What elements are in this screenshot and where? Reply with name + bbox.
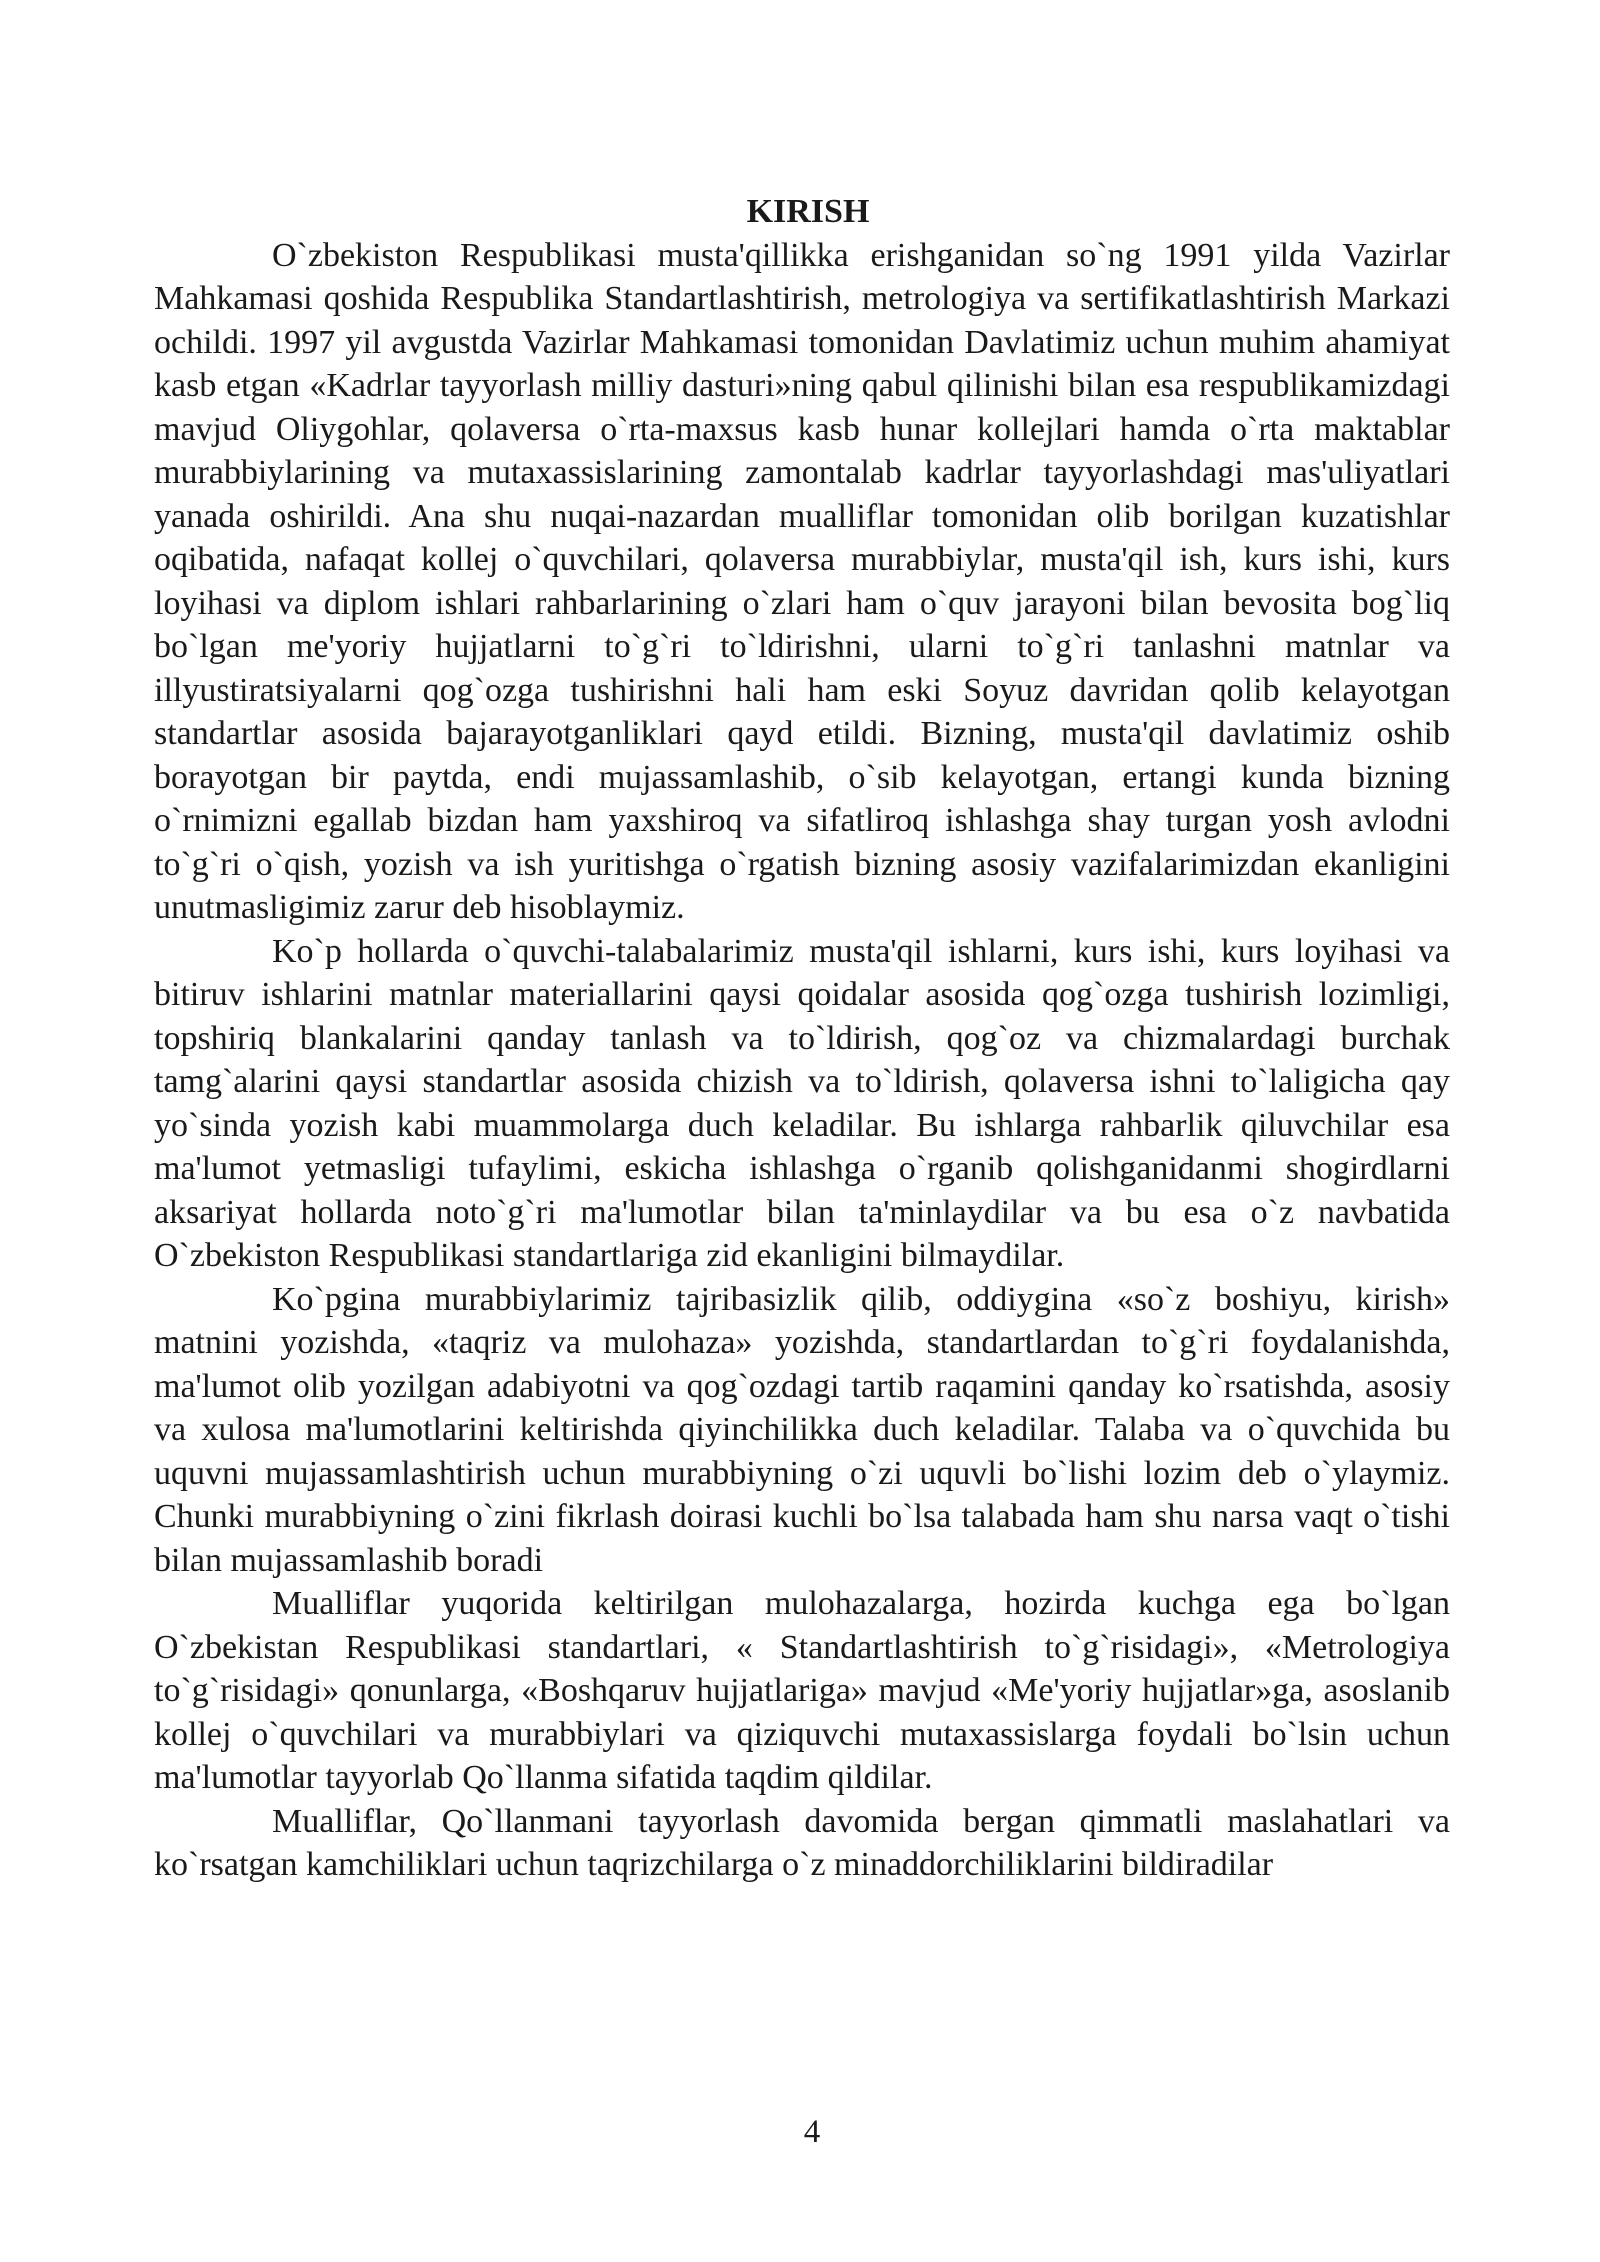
paragraph-2: Ko`p hollarda o`quvchi-talabalarimiz musta'qil ishlarni, kurs ishi, kurs loyihasi va bitiruv ishlarini matnlar materiallarini qaysi qoidalar asosida qog`ozga tushirish lozimligi, topshiriq blankalarini qanday tanlash va to`ldirish, qog`oz va chizmalardagi burchak tamg`alarini qaysi standartlar asosida chizish va to`ldirish, qolaversa ishni to`laligicha qay yo`sinda yozish kabi muammolarga duch keladilar. Bu ishlarga rahbarlik qiluvchilar esa ma'lumot yetmasligi tufaylimi, eskicha ishlashga o`rganib qolishganidanmi shogirdlarni aksariyat hollarda noto`g`ri ma'lumotlar bilan ta'minlaydilar va bu esa o`z navbatida O`zbekiston Respublikasi standartlariga zid ekanligini bilmaydilar. xyxy=(154,932,1450,1274)
paragraph-5: Mualliflar, Qo`llanmani tayyorlash davomida bergan qimmatli maslahatlari va ko`rsatgan kamchiliklari uchun taqrizchilarga o`z minaddorchiliklarini bildiradilar xyxy=(154,1802,1450,1883)
paragraph-3: Ko`pgina murabbiylarimiz tajribasizlik qilib, oddiygina «so`z boshiyu, kirish» matnini yozishda, «taqriz va mulohaza» yozishda, standartlardan to`g`ri foydalanishda, ma'lumot olib yozilgan adabiyotni va qog`ozdagi tartib raqamini qanday ko`rsatishda, asosiy va xulosa ma'lumotlarini keltirishda qiyinchilikka duch keladilar. Talaba va o`quvchida bu uquvni mujassamlashtirish uchun murabbiyning o`zi uquvli bo`lishi lozim deb o`ylaymiz. Chunki murabbiyning o`zini fikrlash doirasi kuchli bo`lsa talabada ham shu narsa vaqt o`tishi bilan mujassamlashib boradi xyxy=(154,1280,1450,1579)
document-body xyxy=(154,190,1450,1887)
paragraph-1: O`zbekiston Respublikasi musta'qillikka erishganidan so`ng 1991 yilda Vazirlar Mahkamasi qoshida Respublika Standartlashtirish, metrologiya va sertifikatlashtirish Markazi ochildi. 1997 yil avgustda Vazirlar Mahkamasi tomonidan Davlatimiz uchun muhim ahamiyat kasb etgan «Kadrlar tayyorlash milliy dasturi»ning qabul qilinishi bilan esa respublikamizdagi mavjud Oliygohlar, qolaversa o`rta-maxsus kasb hunar kollejlari hamda o`rta maktablar murabbiylarining va mutaxassislarining zamontalab kadrlar tayyorlashdagi mas'uliyatlari yanada oshirildi. Ana shu nuqai-nazardan mualliflar tomonidan olib borilgan kuzatishlar oqibatida, nafaqat kollej o`quvchilari, qolaversa murabbiylar, musta'qil ish, kurs ishi, kurs loyihasi va diplom ishlari rahbarlarining o`zlari ham o`quv jarayoni bilan bevosita bog`liq bo`lgan me'yoriy hujjatlarni to`g`ri to`ldirishni, ularni to`g`ri tanlashni matnlar va illyustiratsiyalarni qog`ozga tushirishni hali ham eski Soyuz davridan qolib kelayotgan standartlar asosida bajarayotganliklari qayd etildi. Bizning, musta'qil davlatimiz oshib borayotgan bir paytda, endi mujassamlashib, o`sib kelayotgan, ertangi kunda bizning o`rnimizni egallab bizdan ham yaxshiroq va sifatliroq ishlashga shay turgan yosh avlodni to`g`ri o`qish, yozish va ish yuritishga o`rgatish bizning asosiy vazifalarimizdan ekanligini unutmasligimiz zarur deb hisoblaymiz. xyxy=(154,236,1450,926)
page-title: KIRISH xyxy=(746,193,870,230)
page-number: 4 xyxy=(803,2114,821,2150)
paragraph-4: Mualliflar yuqorida keltirilgan mulohazalarga, hozirda kuchga ega bo`lgan O`zbekistan Respublikasi standartlari, « Standartlashtirish to`g`risidagi», «Metrologiya to`g`risidagi» qonunlarga, «Boshqaruv hujjatlariga» mavjud «Me'yoriy hujjatlar»ga, asoslanib kollej o`quvchilari va murabbiylari va qiziquvchi mutaxassislarga foydali bo`lsin uchun ma'lumotlar tayyorlab Qo`llanma sifatida taqdim qildilar. xyxy=(154,1585,1450,1796)
